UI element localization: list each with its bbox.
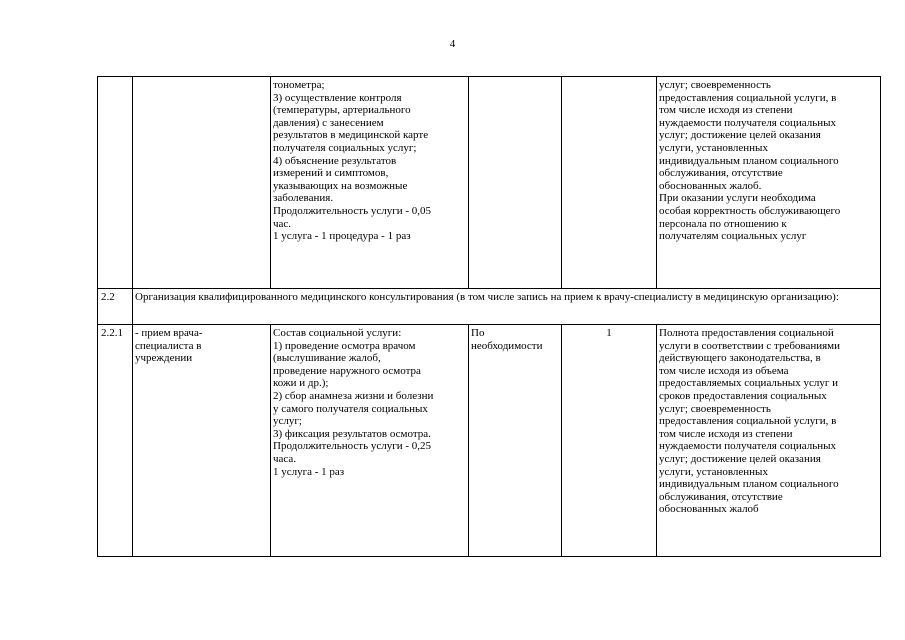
quality-line: услуг; своевременность bbox=[659, 402, 771, 415]
section-title: Организация квалифицированного медицинского консультирования (в том числе запись на прием к врачу-специалисту в медицинскую организацию): bbox=[133, 289, 881, 325]
section-row bbox=[98, 289, 881, 325]
quality-line: том числе исходя из объема bbox=[659, 364, 789, 377]
service-name-cell bbox=[133, 325, 271, 557]
service-name-cell bbox=[133, 77, 271, 289]
quality-line: действующего законодательства, в bbox=[659, 352, 821, 365]
quality-line: том числе исходя из степени bbox=[659, 427, 793, 440]
service-name-line: - прием врача- bbox=[135, 327, 203, 339]
description-line: 1) проведение осмотра врачом bbox=[273, 339, 416, 352]
quality-line: индивидуальным планом социального bbox=[659, 478, 839, 491]
description-line: Продолжительность услуги - 0,25 bbox=[273, 440, 432, 453]
frequency-line: По bbox=[471, 327, 485, 339]
quality-line: предоставления социальной услуги, в bbox=[659, 415, 837, 428]
quality-line: нуждаемости получателя социальных bbox=[659, 116, 837, 129]
description-line: 3) осуществление контроля bbox=[273, 91, 402, 104]
description-line: час. bbox=[273, 217, 292, 230]
description-line: получателя социальных услуг; bbox=[273, 141, 417, 154]
section-number: 2.2 bbox=[98, 289, 133, 325]
description-line: кожи и др.); bbox=[273, 377, 329, 390]
page-number: 4 bbox=[449, 38, 456, 50]
description-cell bbox=[271, 325, 469, 557]
service-row bbox=[98, 325, 881, 557]
quality-line: индивидуальным планом социального bbox=[659, 154, 839, 167]
quality-line: услуг; достижение целей оказания bbox=[659, 452, 821, 465]
description-line: указывающих на возможные bbox=[273, 179, 408, 192]
description-line: 1 услуга - 1 процедура - 1 раз bbox=[273, 230, 411, 243]
description-cell bbox=[271, 77, 469, 289]
description-line: услуг; bbox=[273, 415, 302, 428]
quality-line: услуг; достижение целей оказания bbox=[659, 129, 821, 142]
continued-row bbox=[98, 77, 881, 289]
quality-line: предоставления социальной услуги, в bbox=[659, 91, 837, 104]
description-line: у самого получателя социальных bbox=[273, 402, 428, 415]
description-line: Состав социальной услуги: bbox=[273, 327, 402, 339]
frequency-line: необходимости bbox=[471, 339, 543, 352]
quality-line: обслуживания, отсутствие bbox=[659, 490, 783, 503]
quality-line: том числе исходя из степени bbox=[659, 104, 793, 117]
number-cell bbox=[98, 77, 133, 289]
description-line: часа. bbox=[273, 452, 297, 465]
description-line: Продолжительность услуги - 0,05 bbox=[273, 204, 432, 217]
quality-line: предоставляемых социальных услуг и bbox=[659, 377, 838, 390]
quality-line: персонала по отношению к bbox=[659, 217, 787, 230]
quality-line: сроков предоставления социальных bbox=[659, 389, 827, 402]
quality-line: услуги в соответствии с требованиями bbox=[659, 339, 841, 352]
quality-line: обоснованных жалоб. bbox=[659, 179, 762, 192]
frequency-cell bbox=[469, 325, 562, 557]
quality-line: обслуживания, отсутствие bbox=[659, 167, 783, 180]
quality-line: особая корректность обслуживающего bbox=[659, 204, 841, 217]
quality-line: услуги, установленных bbox=[659, 141, 768, 154]
quality-line: услуги, установленных bbox=[659, 465, 768, 478]
frequency-cell bbox=[469, 77, 562, 289]
description-line: проведение наружного осмотра bbox=[273, 364, 421, 377]
quality-line: обоснованных жалоб bbox=[659, 503, 759, 516]
volume-cell bbox=[562, 77, 657, 289]
description-line: (выслушивание жалоб, bbox=[273, 352, 381, 365]
quality-cell bbox=[657, 77, 881, 289]
description-line: 1 услуга - 1 раз bbox=[273, 465, 345, 478]
service-name-line: специалиста в bbox=[135, 339, 202, 352]
quality-line: Полнота предоставления социальной bbox=[659, 327, 834, 339]
quality-line: нуждаемости получателя социальных bbox=[659, 440, 837, 453]
service-name-line: учреждении bbox=[135, 352, 193, 365]
quality-cell bbox=[657, 325, 881, 557]
service-number: 2.2.1 bbox=[98, 325, 133, 557]
quality-line: услуг; своевременность bbox=[659, 79, 771, 91]
description-line: (температуры, артериального bbox=[273, 104, 411, 117]
description-line: измерений и симптомов, bbox=[273, 167, 389, 180]
services-table bbox=[97, 76, 881, 557]
description-line: тонометра; bbox=[273, 79, 325, 91]
description-line: 3) фиксация результатов осмотра. bbox=[273, 427, 431, 440]
description-line: 2) сбор анамнеза жизни и болезни bbox=[273, 389, 434, 402]
quality-line: При оказании услуги необходима bbox=[659, 192, 816, 205]
description-line: давления) с занесением bbox=[273, 116, 384, 129]
volume-cell: 1 bbox=[562, 325, 657, 557]
description-line: заболевания. bbox=[273, 192, 334, 205]
description-line: результатов в медицинской карте bbox=[273, 129, 429, 142]
quality-line: получателям социальных услуг bbox=[659, 230, 807, 243]
description-line: 4) объяснение результатов bbox=[273, 154, 397, 167]
